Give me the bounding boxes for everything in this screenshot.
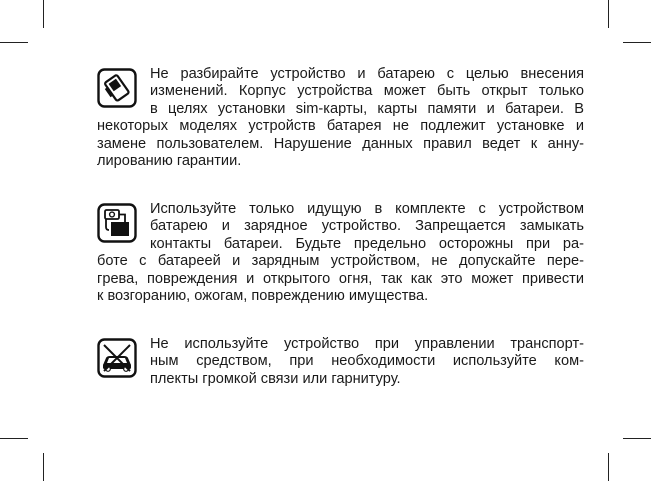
text-line: батарею и зарядное устройство. Запрещается замыкать — [150, 218, 584, 235]
text-line: к возгоранию, ожогам, повреждению имущества. — [97, 287, 429, 304]
warning-section-driving — [97, 336, 584, 388]
text-line: контакты батареи. Будьте предельно осторожны при ра- — [150, 235, 584, 252]
warning-section-battery — [97, 201, 584, 305]
crop-mark — [0, 42, 28, 43]
crop-mark — [0, 438, 28, 439]
crop-mark — [43, 453, 44, 481]
no-phone-while-driving-icon — [97, 338, 137, 378]
text-line: плекты громкой связи или гарнитуру. — [150, 370, 401, 387]
text-line: изменений. Корпус устройства может быть открыт только — [150, 83, 584, 100]
crop-mark — [623, 42, 651, 43]
text-line: Используйте только идущую в комплекте с устройством — [150, 201, 584, 217]
crop-mark — [623, 438, 651, 439]
text-line: лированию гарантии. — [97, 152, 242, 169]
text-line: Не разбирайте устройство и батарею с целью внесения — [150, 66, 584, 82]
crop-mark — [43, 0, 44, 28]
warning-section-disassembly — [97, 66, 584, 170]
crop-mark — [608, 453, 609, 481]
text-line: грева, повреждения и открытого огня, так как это может привести — [97, 270, 584, 287]
crop-mark — [608, 0, 609, 28]
disassembly-warning-icon — [97, 68, 137, 108]
text-line: ным средством, при необходимости используйте ком- — [150, 353, 584, 370]
text-line: в целях установки sim-карты, карты памяти и батареи. В — [150, 100, 584, 117]
text-line: некоторых моделях устройств батарея не подлежит установке и — [97, 118, 584, 135]
text-line: замене пользователем. Нарушение данных правил ведет к анну- — [97, 135, 584, 152]
text-line: Не используйте устройство при управлении транспорт- — [150, 336, 584, 352]
battery-charger-icon — [97, 203, 137, 243]
text-line: боте с батареей и зарядным устройством, не допускайте пере- — [97, 253, 584, 270]
